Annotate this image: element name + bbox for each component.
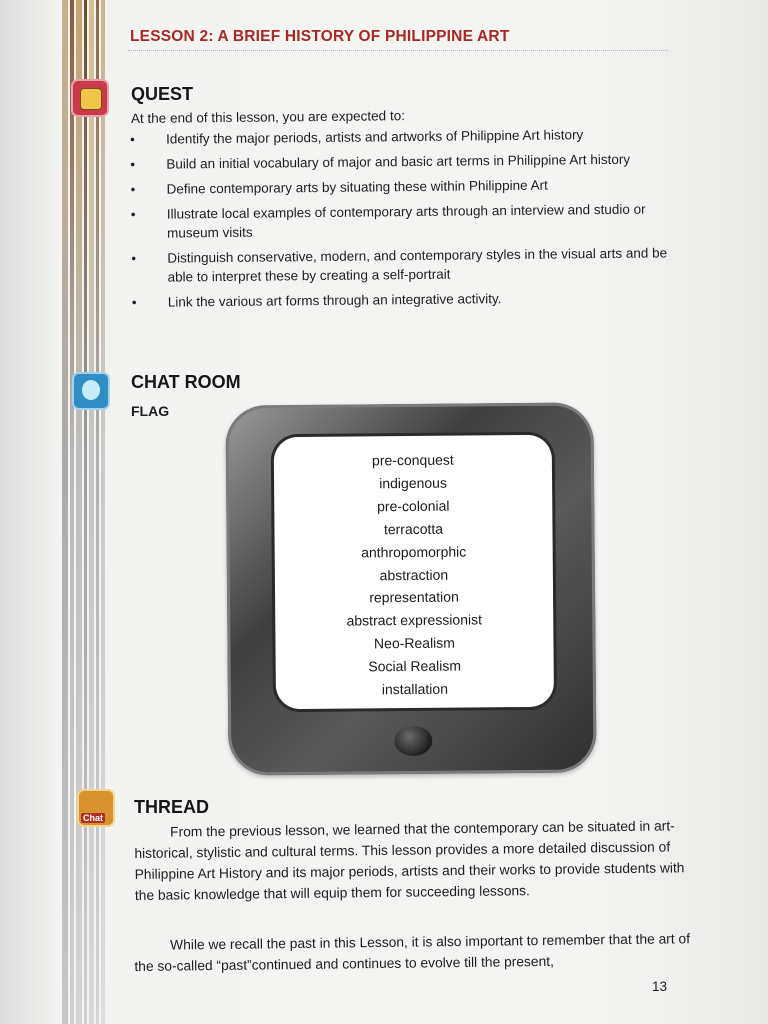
tablet-screen (274, 435, 554, 709)
list-item: abstract expressionist (346, 611, 483, 629)
objectives-list (128, 124, 690, 318)
thread-paragraph (134, 928, 694, 977)
decorative-margin-stripes (62, 0, 114, 1024)
thread-heading: THREAD (134, 797, 209, 817)
lesson-title: LESSON 2: A BRIEF HISTORY OF PHILIPPINE ART (130, 28, 510, 45)
puzzle-icon (72, 372, 110, 410)
list-item: pre-colonial (377, 497, 450, 515)
paragraph-text: From the previous lesson, we learned that the contemporary can be situated in art-historical, stylistic and cultural terms. This lesson provides a more detailed discussion of Philippine Art History and its major periods, artists and their works to provide students with the basic knowledge that will equip them for succeeding lessons. (134, 818, 685, 903)
list-item: terracotta (383, 520, 444, 537)
list-item: indigenous (379, 474, 448, 492)
list-item: installation (381, 680, 449, 698)
bullet: • (130, 131, 135, 147)
list-item: anthropomorphic (361, 543, 467, 561)
list-item (130, 287, 690, 312)
flag-subheading: FLAG (131, 403, 170, 419)
bullet: • (130, 156, 136, 172)
objective-text: Link the various art forms through an integrative activity. (167, 291, 502, 310)
bullet: • (131, 250, 137, 266)
paragraph-text: While we recall the past in this Lesson, it is also important to remember that the art of the so-called “past”continued and continues to evolve till the present, (134, 931, 691, 974)
list-item (128, 124, 688, 149)
list-item (129, 243, 689, 287)
objective-text: Identify the major periods, artists and artworks of Philippine Art history (166, 127, 584, 147)
tablet-illustration (225, 402, 596, 775)
chat-room-heading: CHAT ROOM (131, 372, 241, 392)
list-item: Social Realism (368, 657, 462, 675)
home-button-icon (394, 726, 432, 756)
bullet: • (130, 206, 136, 222)
list-item (129, 199, 689, 243)
thread-paragraph (134, 815, 695, 906)
bullet: • (131, 294, 137, 310)
objective-text: Define contemporary arts by situating these within Philippine Art (166, 177, 548, 197)
quest-icon (71, 79, 109, 117)
list-item: representation (369, 589, 459, 606)
chat-icon-label: Chat (83, 813, 103, 823)
vocabulary-list (274, 435, 554, 702)
objective-text: Illustrate local examples of contemporary arts through an interview and studio or museum visits (166, 201, 646, 241)
page-number: 13 (652, 979, 668, 994)
list-item (129, 174, 689, 199)
list-item: pre-conquest (371, 451, 454, 469)
list-item: Neo-Realism (373, 634, 455, 652)
chat-bubble-icon (77, 789, 115, 827)
list-item: abstraction (379, 566, 449, 583)
bullet: • (130, 181, 136, 197)
objective-text: Distinguish conservative, modern, and contemporary styles in the visual arts and be able to interpret these by creating a self-portrait (167, 245, 668, 285)
objective-text: Build an initial vocabulary of major and basic art terms in Philippine Art history (166, 151, 631, 172)
quest-heading: QUEST (131, 84, 194, 104)
title-divider (128, 50, 668, 51)
list-item (128, 149, 688, 174)
quest-intro: At the end of this lesson, you are expected to: (130, 108, 406, 126)
